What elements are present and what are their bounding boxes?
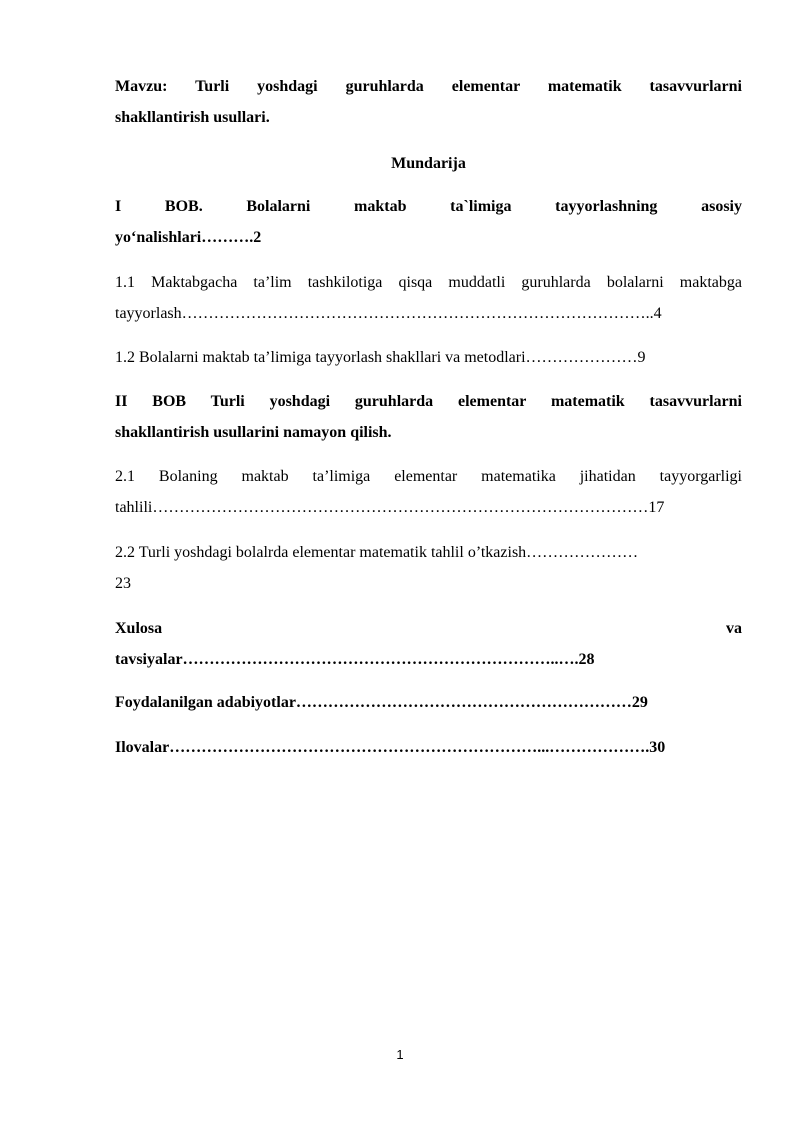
toc-appendix [115,732,742,763]
chapter-1-line-1: I BOB. Bolalarni maktab ta`limiga tayyorlashning asosiy [115,198,742,215]
title-line-1: Mavzu: Turli yoshdagi guruhlarda elementar matematik tasavvurlarni [115,78,742,95]
page-number: 1 [396,1047,404,1062]
toc-item-2-2 [115,537,742,599]
toc-chapter-2 [115,386,742,448]
item-1-1-line-1: 1.1 Maktabgacha ta’lim tashkilotiga qisqa muddatli guruhlarda bolalarni maktabga [115,274,742,291]
references-line: Foydalanilgan adabiyotlar………………………………………………………29 [115,694,648,711]
item-2-2-line-1: 2.2 Turli yoshdagi bolalrda elementar matematik tahlil o’tkazish………………… [115,544,639,561]
toc-item-1-2 [115,342,742,373]
conclusion-line-2: tavsiyalar……………………………………………………………..….28 [115,651,595,668]
toc-item-1-1 [115,267,742,329]
item-2-1-line-1: 2.1 Bolaning maktab ta’limiga elementar matematika jihatidan tayyorgarligi [115,468,742,485]
document-title [115,71,742,133]
appendix-line: Ilovalar……………………………………………………………...……………….30 [115,739,666,756]
toc-chapter-1 [115,191,742,253]
item-1-1-line-2: tayyorlash……………………………………………………………………………..4 [115,305,662,322]
item-1-2-line-1: 1.2 Bolalarni maktab ta’limiga tayyorlash shakllari va metodlari…………………9 [115,349,646,366]
conclusion-line-1: Xulosa va [115,620,742,637]
contents-heading: Mundarija [391,155,466,172]
toc-references [115,687,742,718]
chapter-2-line-1: II BOB Turli yoshdagi guruhlarda elementar matematik tasavvurlarni [115,393,742,410]
toc-item-2-1 [115,461,742,523]
toc-conclusion [115,613,742,675]
chapter-1-line-2: yo‘nalishlari……….2 [115,229,262,246]
title-line-2: shakllantirish usullari. [115,109,270,126]
item-2-1-line-2: tahlili…………………………………………………………………………………17 [115,499,665,516]
chapter-2-line-2: shakllantirish usullarini namayon qilish. [115,424,392,441]
item-2-2-line-2: 23 [115,575,131,592]
